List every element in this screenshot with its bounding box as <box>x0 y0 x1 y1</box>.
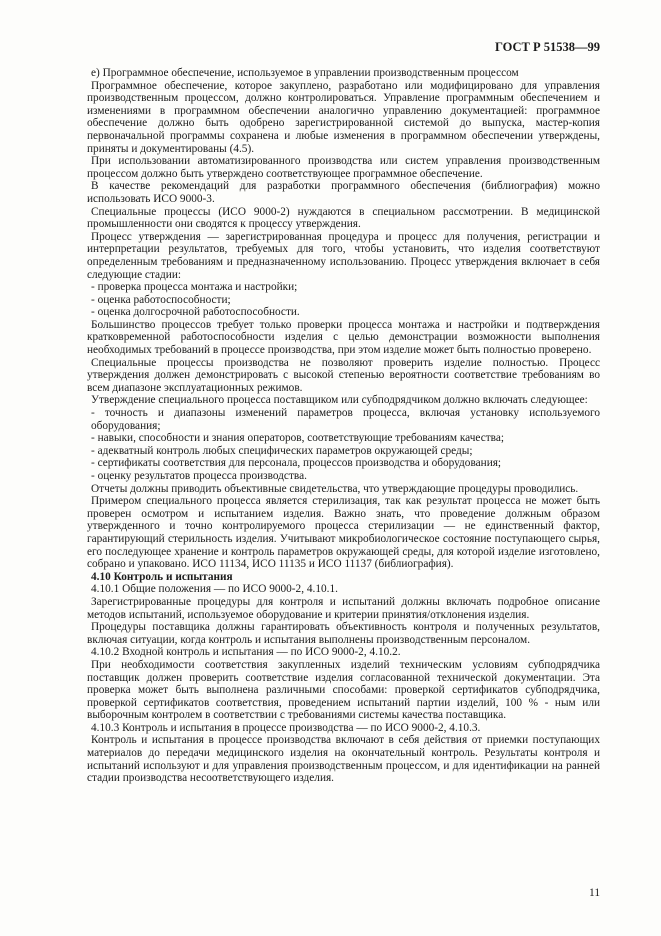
paragraph: Процедуры поставщика должны гарантировать объективность контроля и полученных результатов, включая ситуации, когда контроль и испытания выполнены производственным персоналом. <box>87 621 600 646</box>
section-heading: 4.10 Контроль и испытания <box>91 570 233 583</box>
paragraph: При использовании автоматизированного производства или систем управления производственным процессом должно быть утверждено соответствующее программное обеспечение. <box>87 155 600 180</box>
paragraph: При необходимости соответствия закупленных изделий техническим условиям субподрядчика поставщик должен проверить соответствие изделия согласованной технической документации. Эта проверка может быть выполнена различными способами: проверкой сертификатов субподрядчика, проверкой сертификатов соответствия, проведением испытаний партии изделий, 100 % - ным или выборочным контролем в соответствии с требованиями системы качества поставщика. <box>87 658 600 722</box>
list-item: - оценка работоспособности; <box>91 293 231 306</box>
list-item: - оценка долгосрочной работоспособности. <box>91 306 300 319</box>
subsection-heading: 4.10.3 Контроль и испытания в процессе производства — по ИСО 9000-2, 4.10.3. <box>91 721 481 734</box>
list-item: - точность и диапазоны изменений параметров процесса, включая установку используемого оборудования; <box>91 407 600 432</box>
paragraph: Примером специального процесса является стерилизация, так как результат процесса не может быть проверен осмотром и испытанием изделия. Важно знать, что проведение должным образом утвержденного и точно контролируемого процесса стерилизации — не единственный фактор, гарантирующий стерильность изделия. Учитывают микробиологическое состояние поступающего сырья, его последующее хранение и контроль параметров окружающей среды, для которой изделие изготовлено, собрано и упаковано. ИСО 11134, ИСО 11135 и ИСО 11137 (библиография). <box>87 495 600 571</box>
page-number: 11 <box>589 887 601 899</box>
list-item: - оценку результатов процесса производства. <box>91 470 307 482</box>
paragraph: Большинство процессов требует только проверки процесса монтажа и настройки и подтверждения кратковременной работоспособности изделия с целью демонстрации возможности выполнения необходимых требований в процессе производства, при этом изделие может быть полностью проверено. <box>87 318 600 357</box>
subsection-heading: 4.10.1 Общие положения — по ИСО 9000-2, 4.10.1. <box>91 583 338 596</box>
paragraph: Специальные процессы производства не позволяют проверить изделие полностью. Процесс утверждения должен демонстрировать с высокой степенью вероятности соответствие требованиям во всем диапазоне эксплуатационных режимов. <box>87 356 600 394</box>
paragraph: В качестве рекомендаций для разработки программного обеспечения (библиография) можно использовать ИСО 9000-3. <box>87 180 600 205</box>
paragraph: е) Программное обеспечение, используемое в управлении производственным процессом <box>91 67 519 79</box>
paragraph: Специальные процессы (ИСО 9000-2) нуждаются в специальном рассмотрении. В медицинской промышленности они сводятся к процессу утверждения. <box>87 205 600 231</box>
body-text <box>87 67 600 785</box>
list-item: - навыки, способности и знания операторов, соответствующие требованиям качества; <box>91 432 505 445</box>
list-item: - адекватный контроль любых специфических параметров окружающей среды; <box>91 444 473 457</box>
list-item: - проверка процесса монтажа и настройки; <box>91 281 298 294</box>
subsection-heading: 4.10.2 Входной контроль и испытания — по ИСО 9000-2, 4.10.2. <box>91 646 401 659</box>
paragraph: Утверждение специального процесса поставщиком или субподрядчиком должно включать следующее: <box>91 394 588 407</box>
document-header: ГОСТ Р 51538—99 <box>494 40 600 54</box>
paragraph: Зарегистрированные процедуры для контроля и испытаний должны включать подробное описание методов испытаний, используемое оборудование и критерии принятия/отклонения изделия. <box>87 595 600 621</box>
paragraph: Контроль и испытания в процессе производства включают в себя действия от приемки поступающих материалов до передачи медицинского изделия на окончательный контроль. Результаты контроля и испытаний используют и для управления производственным процессом, и для идентификации на ранней стадии производства несоответствующего изделия. <box>87 734 600 785</box>
paragraph: Процесс утверждения — зарегистрированная процедура и процесс для получения, регистрации и интерпретации результатов, требуемых для того, чтобы установить, что изделия соответствуют определенным требованиям и предназначенному использованию. Процесс утверждения включает в себя следующие стадии: <box>87 230 600 281</box>
list-item: - сертификаты соответствия для персонала, процессов производства и оборудования; <box>91 457 502 470</box>
paragraph: Программное обеспечение, которое закуплено, разработано или модифицировано для управления производственным процессом, должно контролироваться. Управление программным обеспечением и изменениями в программном обеспечении аналогично управлению документацией: программное обеспечение должно быть одобрено зарегистрированной системой до выпуска, мастер-копия первоначальной программы сохранена и любые изменения в программном обеспечении утверждены, приняты и документированы (4.5). <box>87 79 600 155</box>
paragraph: Отчеты должны приводить объективные свидетельства, что утверждающие процедуры проводились. <box>91 482 579 495</box>
